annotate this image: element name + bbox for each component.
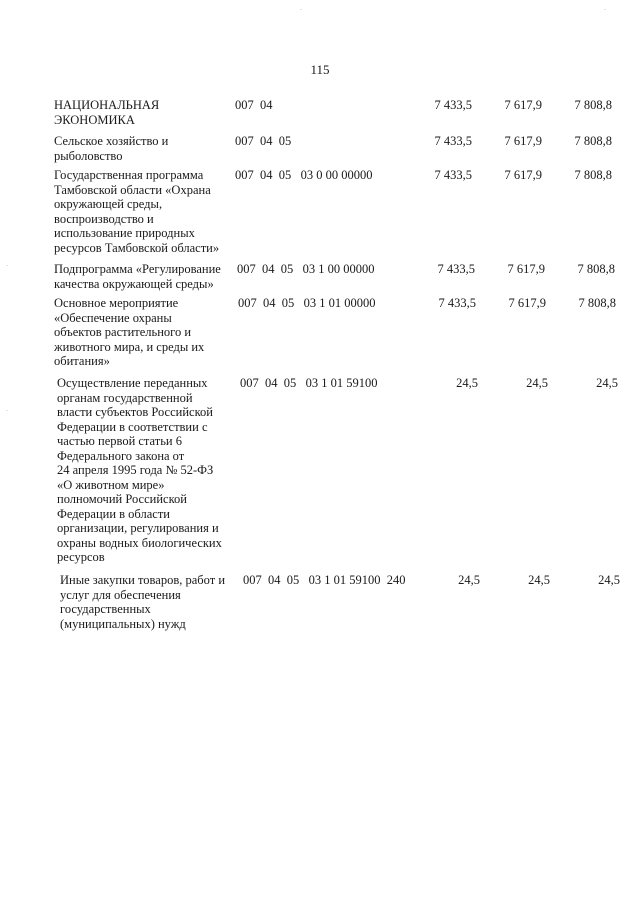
row-value-2: 7 617,9 — [508, 296, 546, 310]
row-code: 007 04 05 03 1 00 00000 — [237, 262, 375, 276]
row-code: 007 04 05 — [235, 134, 292, 148]
row-code: 007 04 — [235, 98, 273, 112]
row-value-3: 24,5 — [598, 573, 620, 587]
row-code: 007 04 05 03 1 01 59100 — [240, 376, 378, 390]
row-name: Государственная программа Тамбовской области «Охрана окружающей среды, воспроизводство и использование природных ресурсов Тамбовской области» — [54, 168, 220, 255]
row-name: Осуществление переданных органам государственной власти субъектов Российской Федерации в соответствии с частью первой статьи 6 Федерального закона от 24 апреля 1995 года № 52-ФЗ «О животном мире» полномочий Российской Федерации в области организации, регулирования и охраны водных биологических ресурсов — [57, 376, 222, 564]
row-value-1: 7 433,5 — [434, 168, 472, 182]
row-value-2: 7 617,9 — [504, 168, 542, 182]
scan-mark: . — [300, 3, 302, 12]
row-name: Сельское хозяйство и рыболовство — [54, 134, 169, 163]
row-name: Иные закупки товаров, работ и услуг для обеспечения государственных (муниципальных) нужд — [60, 573, 226, 631]
row-value-3: 7 808,8 — [574, 98, 612, 112]
row-value-3: 7 808,8 — [574, 134, 612, 148]
row-name: НАЦИОНАЛЬНАЯ ЭКОНОМИКА — [54, 98, 160, 127]
row-code: 007 04 05 03 1 01 00000 — [238, 296, 376, 310]
row-value-1: 24,5 — [456, 376, 478, 390]
scan-mark: . — [604, 3, 606, 12]
row-value-2: 7 617,9 — [507, 262, 545, 276]
row-value-2: 24,5 — [528, 573, 550, 587]
scan-mark: . — [6, 259, 8, 268]
row-value-1: 24,5 — [458, 573, 480, 587]
row-value-3: 7 808,8 — [578, 296, 616, 310]
row-value-1: 7 433,5 — [437, 262, 475, 276]
row-value-1: 7 433,5 — [434, 98, 472, 112]
row-name: Подпрограмма «Регулирование качества окружающей среды» — [54, 262, 221, 291]
row-value-2: 7 617,9 — [504, 98, 542, 112]
row-value-3: 24,5 — [596, 376, 618, 390]
row-value-1: 7 433,5 — [438, 296, 476, 310]
row-value-2: 24,5 — [526, 376, 548, 390]
row-code: 007 04 05 03 1 01 59100 240 — [243, 573, 406, 587]
page-number: 115 — [310, 62, 330, 77]
row-value-3: 7 808,8 — [574, 168, 612, 182]
row-value-3: 7 808,8 — [577, 262, 615, 276]
scan-mark: . — [6, 404, 8, 413]
row-code: 007 04 05 03 0 00 00000 — [235, 168, 373, 182]
row-value-2: 7 617,9 — [504, 134, 542, 148]
row-name: Основное мероприятие «Обеспечение охраны объектов растительного и животного мира, и среды их обитания» — [54, 296, 205, 368]
row-value-1: 7 433,5 — [434, 134, 472, 148]
